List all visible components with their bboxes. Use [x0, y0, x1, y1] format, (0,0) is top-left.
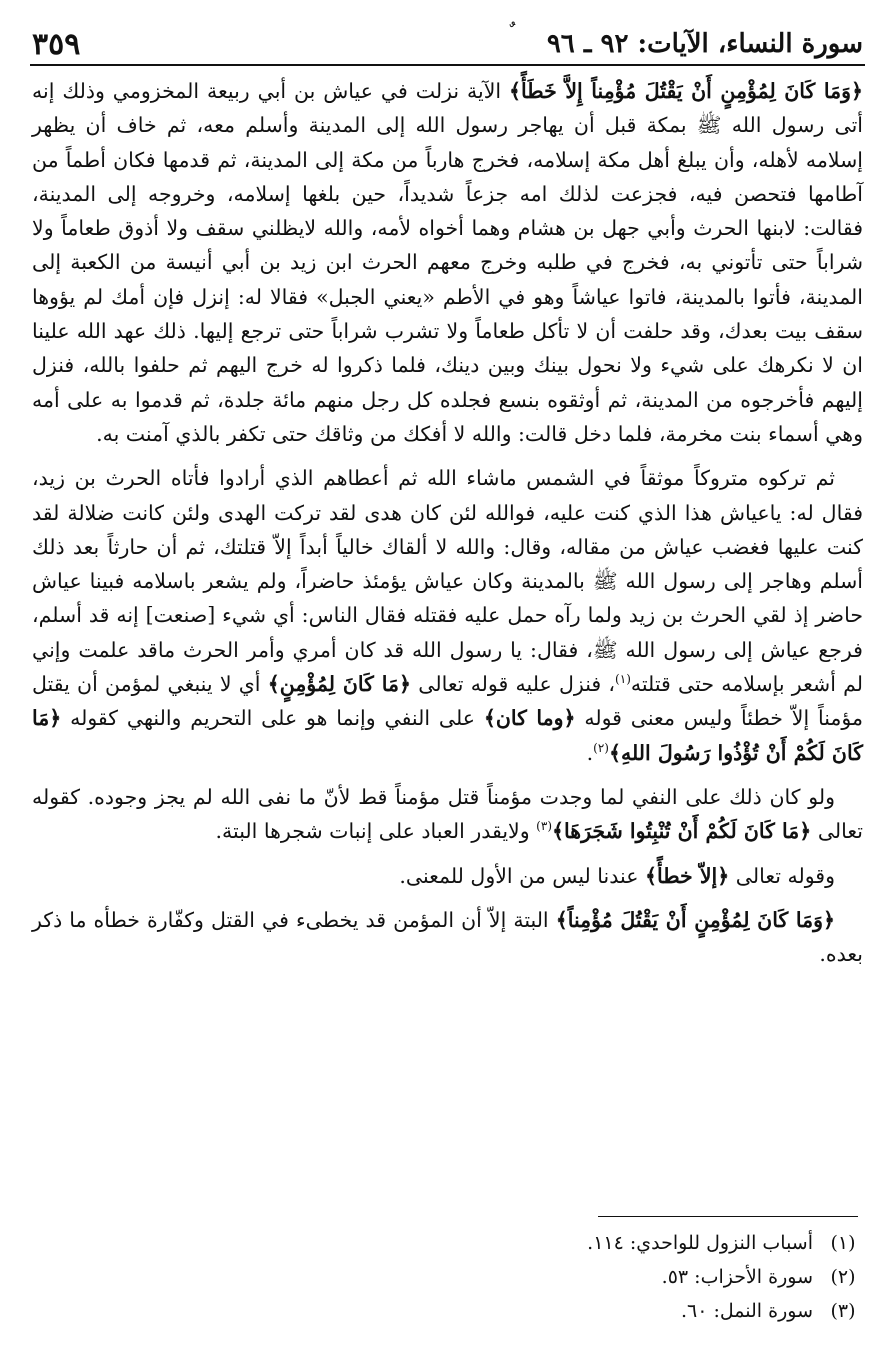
quran-verse: ﴿إلاّ خطأً﴾	[644, 863, 730, 888]
footnote-ref-1[interactable]: (١)	[615, 672, 631, 687]
main-text	[32, 74, 863, 971]
quran-verse: ﴿وَمَا كَانَ لِمُؤْمِنٍ أَنْ يَقْتُلَ مُؤْمِناً﴾	[555, 907, 836, 932]
footnotes	[503, 1226, 863, 1328]
page-number: ٣٥٩	[32, 26, 81, 62]
paragraph-1	[32, 74, 863, 451]
paragraph-text: وقوله تعالى	[729, 863, 835, 888]
quran-verse: ﴿وَمَا كَانَ لِمُؤْمِنٍ أَنْ يَقْتُلَ مُؤْمِناً إِلاَّ خَطَأً﴾	[509, 79, 863, 103]
paragraph-text: أي لا ينبغي لمؤمن أن يقتل مؤمناً إلاّ خطئاً وليس معنى قوله	[32, 672, 863, 731]
footnote	[503, 1294, 863, 1328]
running-title: سورة النساء، الآيات: ٩٢ ـ ٩٦	[546, 29, 863, 59]
paragraph-text: ولايقدر العباد على إنبات شجرها البتة.	[215, 819, 537, 844]
footnote-text: أسباب النزول للواحدي: ١١٤.	[587, 1232, 813, 1254]
footnote-text: سورة النمل: ٦٠.	[681, 1300, 813, 1322]
footnote-rule	[598, 1216, 858, 1217]
footnote-text: سورة الأحزاب: ٥٣.	[661, 1266, 813, 1288]
paragraph-text: على النفي وإنما هو على التحريم والنهي كقوله	[61, 706, 484, 731]
paragraph-text: ثم تركوه متروكاً موثقاً في الشمس ماشاء الله ثم أعطاهم الذي أرادوا فأتاه الحرث بن زيد، فقال له: ياعياش هذا الذي كنت عليه، فوالله لئن كان هدى لقد تركت الهدى ولئن كانت ضلالة لقد كنت عليها فغضب عياش من مقاله، وقال: والله لا ألقاك خالياً أبداً إلاّ قتلتك، ثم أن حارثاً بعد ذلك أسلم وهاجر إلى رسول الله ﷺ بالمدينة وكان عياش يؤمئذ حاضراً، ولم يشعر باسلامه فبينا عياش حاضر إذ لقي الحرث بن زيد ولما رآه حمل عليه فقتله فقال الناس: أي شيء [صنعت] إنه قد أسلم، فرجع عياش إلى رسول الله ﷺ، فقال: يا رسول الله قد كان أمري وأمر الحرث ماقد علمت وإني لم أشعر بإسلامه حتى قتلته	[32, 466, 864, 697]
paragraph-text: البتة إلاّ أن المؤمن قد يخطىء في القتل وكفّارة خطأه ما ذكر بعده.	[32, 907, 863, 967]
paragraph-text: عندنا ليس من الأول للمعنى.	[399, 863, 645, 888]
paragraph-text: الآية نزلت في عياش بن أبي ربيعة المخزومي وذلك إنه أتى رسول الله ﷺ بمكة قبل أن يهاجر رسول الله إلى المدينة وأسلم معه، ثم خاف أن يظهر إسلامه لأهله، وأن يبلغ أهل مكة إسلامه، فخرج هارباً من مكة إلى المدينة، ثم قدمها فكان أطماً من آطامها فتحصن فيه، فجزعت لذلك امه جزعاً شديداً، حين بلغها إسلامه، وخروجه إلى المدينة، فقالت: لابنها الحرث وأبي جهل بن هشام وهما أخواه لأمه، والله لايظلني سقف ولا أذوق طعاماً ولا شراباً حتى تأتوني به، فخرج في طلبه وخرج معهم الحرث ابن زيد بن أبي أنيسة من الكعبة إلى المدينة، فأتوا بالمدينة، فاتوا عياشاً وهو في الأطم «يعني الجبل» فقالا له: إنزل فإن أمك لم يؤوها سقف بيت بعدك، وقد حلفت أن لا تأكل طعاماً ولا تشرب شراباً حتى ترجع إليها. ذلك عهد الله علينا ان لا نكرهك على شيء ولا نحول بينك وبين دينك، فلما ذكروا له خرج اليهم ثم حلفوا بالله، فنزل إليهم فأخرجوه من المدينة، ثم أوثقوه بنسع فجلده كل رجل منهم مائة جلدة، ثم قدموا به على أمه وهي أسماء بنت مخرمة، فلما دخل قالت: والله لا أفكك من وثاقك حتى تكفر بالذي آمنت به.	[32, 79, 863, 446]
footnote-ref-2[interactable]: (٢)	[593, 740, 609, 755]
footnote-number: (٣)	[830, 1300, 856, 1322]
paragraph-5	[32, 903, 863, 972]
paragraph-3	[32, 780, 863, 849]
footnote-number: (٢)	[830, 1266, 856, 1288]
page-header	[32, 24, 863, 64]
paragraph-4	[32, 859, 863, 893]
quran-verse: ﴿مَا كَانَ لِمُؤْمِنٍ﴾	[267, 672, 412, 697]
quran-verse: ﴿مَا كَانَ لَكُمْ أَنْ تُؤْذُوا رَسُولَ اللهِ﴾	[32, 706, 863, 765]
footnote-number: (١)	[830, 1232, 856, 1254]
footnote	[503, 1226, 863, 1260]
quran-verse: ﴿وما كان﴾	[483, 706, 576, 731]
paragraph-text: ، فنزل عليه قوله تعالى	[411, 672, 616, 697]
paragraph-2	[32, 461, 863, 770]
paragraph-text: .	[586, 740, 594, 765]
quran-verse: ﴿مَا كَانَ لَكُمْ أَنْ تُنْبِتُوا شَجَرَهَا﴾	[552, 819, 812, 844]
footnote	[503, 1260, 863, 1294]
header-rule	[30, 64, 865, 66]
footnote-ref-3[interactable]: (٣)	[536, 819, 552, 834]
paragraph-text: ولو كان ذلك على النفي لما وجدت مؤمناً قتل مؤمناً قط لأنّ ما نفى الله لم يجز وجوده. كقوله تعالى	[32, 784, 863, 844]
